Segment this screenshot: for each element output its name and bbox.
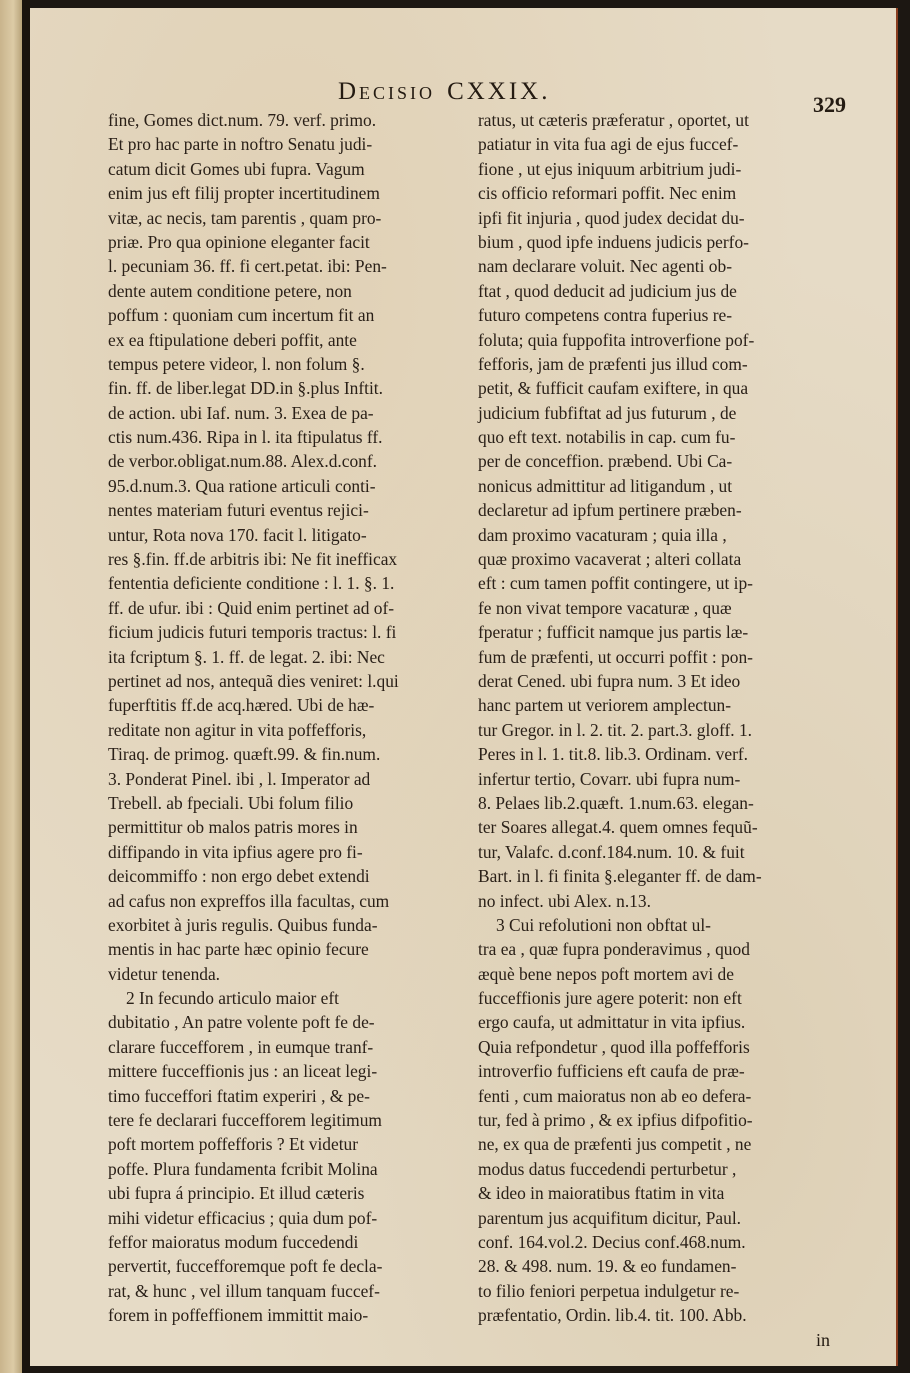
text-line-content: fucceffionis jure agere poterit: non eft: [478, 988, 742, 1009]
text-line-content: dubitatio , An patre volente poft fe de-: [108, 1012, 375, 1033]
text-line-content: nentes materiam futuri eventus rejici-: [108, 500, 369, 521]
text-line: [478, 1108, 838, 1132]
text-line: [478, 1279, 838, 1303]
text-line-content: ad cafus non expreffos illa facultas, cum: [108, 890, 390, 911]
text-line: [108, 937, 468, 961]
text-line: [478, 1303, 838, 1327]
text-line-content: 28. & 498. num. 19. & eo fundamen-: [478, 1256, 737, 1277]
text-line: [108, 206, 468, 230]
text-line-content: reditate non agitur in vita poffefforis,: [108, 719, 367, 740]
text-line-content: Trebell. ab fpeciali. Ubi folum filio: [108, 792, 354, 813]
text-line: [478, 913, 838, 937]
text-line: [478, 474, 838, 498]
text-line: [108, 132, 468, 156]
text-line-content: ne, ex qua de præfenti jus competit , ne: [478, 1134, 752, 1155]
text-line: [108, 571, 468, 595]
text-line: [478, 742, 838, 766]
text-line-content: ratus, ut cæteris præferatur , oportet, ut: [478, 110, 749, 130]
text-line: [108, 1157, 468, 1181]
text-line: [108, 693, 468, 717]
text-line: [478, 303, 838, 327]
text-line-content: conf. 164.vol.2. Decius conf.468.num.: [478, 1231, 746, 1252]
text-line-content: futuro competens contra fuperius re-: [478, 305, 732, 326]
text-line: [478, 1157, 838, 1181]
text-line-content: Bart. in l. fi finita §.eleganter ff. de dam-: [478, 866, 762, 887]
text-line: [108, 1181, 468, 1205]
text-line: [108, 376, 468, 400]
text-line-content: deicommiffo : non ergo debet extendi: [108, 866, 370, 887]
text-line: [108, 1254, 468, 1278]
text-line-content: fum de præfenti, ut occurri poffit : pon-: [478, 646, 753, 667]
text-line-content: pertinet ad nos, antequã dies veniret: l.qui: [108, 670, 399, 691]
text-line: [108, 449, 468, 473]
text-line-content: eft : cum tamen poffit contingere, ut ip-: [478, 573, 753, 594]
text-line: [478, 279, 838, 303]
text-line: [478, 449, 838, 473]
text-line-content: to filio feniori perpetua indulgetur re-: [478, 1280, 740, 1301]
text-line: [108, 328, 468, 352]
text-line-content: ergo caufa, ut admittatur in vita ipfius.: [478, 1012, 746, 1033]
text-line-content: tur, fed à primo , & ex ipfius difpofitio-: [478, 1110, 753, 1131]
text-line: [478, 596, 838, 620]
text-line-content: diffipando in vita ipfius agere pro fi-: [108, 841, 363, 862]
text-line-content: quæ proximo vacaverat ; alteri collata: [478, 549, 742, 570]
text-line-content: petit, & fufficit caufam exiftere, in qua: [478, 378, 749, 399]
text-line-content: res §.fin. ff.de arbitris ibi: Ne fit inefficax: [108, 549, 398, 570]
text-line: [478, 181, 838, 205]
text-line-content: timo fucceffori ftatim experiri , & pe-: [108, 1085, 370, 1106]
text-line: [108, 1010, 468, 1034]
text-line: [478, 1059, 838, 1083]
text-line: [108, 254, 468, 278]
running-head: [338, 78, 550, 106]
text-line-content: tere fe declarari fuccefforem legitimum: [108, 1110, 382, 1131]
text-line-content: ubi fupra á principio. Et illud cæteris: [108, 1183, 365, 1204]
text-line: [108, 1303, 468, 1327]
text-line-content: fefforis, jam de præfenti jus illud com-: [478, 353, 748, 374]
text-line: [108, 1084, 468, 1108]
text-line: [108, 596, 468, 620]
text-line-content: vitæ, ac necis, tam parentis , quam pro-: [108, 207, 382, 228]
text-line-content: ipfi fit injuria , quod judex decidat du-: [478, 207, 745, 228]
text-line: [478, 425, 838, 449]
text-line: [478, 132, 838, 156]
text-line-content: fperatur ; fufficit namque jus partis læ-: [478, 622, 749, 643]
text-line-content: per de conceffion. præbend. Ubi Ca-: [478, 451, 733, 472]
text-line: [108, 1035, 468, 1059]
text-line: [108, 1206, 468, 1230]
text-line: [108, 864, 468, 888]
text-line-content: videtur tenenda.: [108, 963, 221, 984]
text-line-content: nonicus admittitur ad litigandum , ut: [478, 475, 733, 496]
text-line: [108, 840, 468, 864]
text-line: [108, 913, 468, 937]
text-line-content: tempus petere videor, l. non folum §.: [108, 353, 365, 374]
text-line-content: fuperftitis ff.de acq.hæred. Ubi de hæ-: [108, 695, 375, 716]
text-line-content: 95.d.num.3. Qua ratione articuli conti-: [108, 475, 376, 496]
text-line-content: exorbitet à juris regulis. Quibus funda-: [108, 914, 378, 935]
text-line: [478, 693, 838, 717]
text-line-content: æquè bene nepos poft mortem avi de: [478, 963, 734, 984]
text-line-content: judicium fubfiftat ad jus futurum , de: [478, 402, 737, 423]
text-line: [478, 645, 838, 669]
text-line-content: cis officio reformari poffit. Nec enim: [478, 183, 737, 204]
text-line: [108, 523, 468, 547]
text-line: [108, 1059, 468, 1083]
text-line: [108, 620, 468, 644]
text-line: [478, 791, 838, 815]
text-line-content: no infect. ubi Alex. n.13.: [478, 890, 651, 911]
text-line: [108, 815, 468, 839]
right-column: [478, 108, 838, 1352]
text-line: [108, 425, 468, 449]
text-line-content: ita fcriptum §. 1. ff. de legat. 2. ibi: Nec: [108, 646, 385, 667]
text-line-content: fenti , cum maioratus non ab eo defera-: [478, 1085, 752, 1106]
text-line-content: fine, Gomes dict.num. 79. verf. primo.: [108, 110, 377, 130]
text-line: [108, 889, 468, 913]
text-line-content: modus datus fuccedendi perturbetur ,: [478, 1158, 737, 1179]
text-line: [478, 108, 838, 132]
text-line-content: de verbor.obligat.num.88. Alex.d.conf.: [108, 451, 378, 472]
text-line: [108, 181, 468, 205]
text-line: [478, 206, 838, 230]
text-line-content: ftat , quod deducit ad judicium jus de: [478, 280, 737, 301]
text-line: [108, 303, 468, 327]
text-line-content: forem in poffeffionem immittit maio-: [108, 1305, 369, 1326]
text-line-content: 8. Pelaes lib.2.quæft. 1.num.63. elegan-: [478, 792, 754, 813]
text-line-content: priæ. Pro qua opinione eleganter facit: [108, 231, 370, 252]
text-line-content: mihi videtur efficacius ; quia dum pof-: [108, 1207, 378, 1228]
running-head-title: Decisio: [338, 78, 436, 105]
text-line: [478, 230, 838, 254]
text-line: [478, 401, 838, 425]
text-line-content: ex ea ftipulatione deberi poffit, ante: [108, 329, 357, 350]
text-line-content: tur, Valafc. d.conf.184.num. 10. & fuit: [478, 841, 745, 862]
page-number: 329: [813, 92, 846, 117]
text-line-content: dente autem conditione petere, non: [108, 280, 352, 301]
text-line-content: præfentatio, Ordin. lib.4. tit. 100. Abb.: [478, 1305, 747, 1326]
text-line-content: de action. ubi Iaf. num. 3. Exea de pa-: [108, 402, 374, 423]
text-line: [108, 1132, 468, 1156]
text-line-content: fione , ut ejus iniquum arbitrium judi-: [478, 158, 742, 179]
text-line-content: foluta; quia fuppofita introverfione pof-: [478, 329, 755, 350]
text-line-content: feffor maioratus modum fuccedendi: [108, 1231, 359, 1252]
text-line-content: permittitur ob malos patris mores in: [108, 817, 358, 838]
text-line: [478, 254, 838, 278]
text-line: [108, 1279, 468, 1303]
text-line-content: nam declarare voluit. Nec agenti ob-: [478, 256, 732, 277]
text-line: [108, 108, 468, 132]
text-line-content: fin. ff. de liber.legat DD.in §.plus Inftit.: [108, 378, 383, 399]
text-line: [108, 1230, 468, 1254]
text-line: [108, 742, 468, 766]
text-line: [478, 864, 838, 888]
text-line: [108, 279, 468, 303]
text-line-content: untur, Rota nova 170. facit l. litigato-: [108, 524, 367, 545]
text-line-content: introverfio fufficiens eft caufa de præ-: [478, 1061, 745, 1082]
text-line-content: poft mortem poffefforis ? Et videtur: [108, 1134, 359, 1155]
text-line-content: patiatur in vita fua agi de ejus fuccef-: [478, 134, 739, 155]
text-line: [108, 498, 468, 522]
text-line: [478, 328, 838, 352]
text-line: [108, 718, 468, 742]
text-line: [108, 474, 468, 498]
text-line-content: & ideo in maioratibus ftatim in vita: [478, 1183, 725, 1204]
text-line: [108, 547, 468, 571]
text-line: [478, 937, 838, 961]
text-line-content: ter Soares allegat.4. quem omnes fequũ-: [478, 817, 758, 838]
text-line: [478, 1181, 838, 1205]
text-line-content: poffe. Plura fundamenta fcribit Molina: [108, 1158, 378, 1179]
text-line-content: derat Cened. ubi fupra num. 3 Et ideo: [478, 670, 741, 691]
text-line: [478, 547, 838, 571]
text-line-content: catum dicit Gomes ubi fupra. Vagum: [108, 158, 365, 179]
text-line-content: 3 Cui refolutioni non obftat ul-: [496, 914, 711, 935]
text-line-content: quo eft text. notabilis in cap. cum fu-: [478, 427, 736, 448]
text-line: [108, 645, 468, 669]
left-column: [108, 108, 468, 1328]
text-line: [478, 1010, 838, 1034]
text-line-content: mittere fucceffionis jus : an liceat legi-: [108, 1061, 378, 1082]
text-line: [108, 157, 468, 181]
text-line-content: mentis in hac parte hæc opinio fecure: [108, 939, 369, 960]
text-line: [478, 767, 838, 791]
text-line: [478, 1132, 838, 1156]
text-line-content: fententia deficiente conditione : l. 1. §. 1.: [108, 573, 395, 594]
text-line: [478, 376, 838, 400]
catchword: in: [815, 1329, 830, 1350]
text-line: [108, 230, 468, 254]
decision-number: CXXIX.: [447, 78, 551, 105]
text-line: [108, 791, 468, 815]
text-line-content: rat, & hunc , vel illum tanquam fuccef-: [108, 1280, 380, 1301]
text-line: [108, 767, 468, 791]
text-line: [478, 620, 838, 644]
text-line-content: ctis num.436. Ripa in l. ita ftipulatus ff.: [108, 427, 383, 448]
text-line-content: ff. de ufur. ibi : Quid enim pertinet ad of-: [108, 597, 395, 618]
text-line-content: Quia refpondetur , quod illa poffefforis: [478, 1036, 750, 1057]
text-line: [108, 1108, 468, 1132]
text-line-content: clarare fuccefforem , in eumque tranf-: [108, 1036, 374, 1057]
facing-page-edge: [0, 0, 22, 1373]
text-line: [108, 352, 468, 376]
text-line: [478, 962, 838, 986]
text-line: [478, 1084, 838, 1108]
text-line-content: Tiraq. de primog. quæft.99. & fin.num.: [108, 744, 381, 765]
text-line-content: tra ea , quæ fupra ponderavimus , quod: [478, 939, 750, 960]
text-line: [108, 986, 468, 1010]
text-line-content: dam proximo vacaturam ; quia illa ,: [478, 524, 727, 545]
text-line-content: fe non vivat tempore vacaturæ , quæ: [478, 597, 732, 618]
text-line-content: 2 In fecundo articulo maior eft: [126, 988, 339, 1009]
text-line: [478, 523, 838, 547]
text-line: [478, 986, 838, 1010]
text-line: [478, 669, 838, 693]
text-line-content: ficium judicis futuri temporis tractus: l. fi: [108, 622, 397, 643]
text-line-content: Peres in l. 1. tit.8. lib.3. Ordinam. verf.: [478, 744, 748, 765]
book-gutter: [22, 0, 30, 1373]
text-line: [108, 401, 468, 425]
text-line: [478, 718, 838, 742]
text-line-content: hanc partem ut veriorem amplectun-: [478, 695, 732, 716]
text-line-content: 3. Ponderat Pinel. ibi , l. Imperator ad: [108, 768, 371, 789]
text-line-content: l. pecuniam 36. ff. fi cert.petat. ibi: Pen-: [108, 256, 387, 277]
text-line-content: infertur tertio, Covarr. ubi fupra num-: [478, 768, 741, 789]
text-line: [108, 962, 468, 986]
text-line-content: enim jus eft filij propter incertitudinem: [108, 183, 380, 204]
text-line-content: poffum : quoniam cum incertum fit an: [108, 305, 375, 326]
text-line: [478, 840, 838, 864]
text-line-content: Et pro hac parte in noftro Senatu judi-: [108, 134, 373, 155]
text-line: [108, 669, 468, 693]
text-line-content: declaretur ad ipfum pertinere præben-: [478, 500, 742, 521]
text-line: [478, 157, 838, 181]
text-line-content: bium , quod ipfe induens judicis perfo-: [478, 231, 749, 252]
text-line: [478, 1230, 838, 1254]
text-line: [478, 889, 838, 913]
text-line-content: pervertit, fuccefforemque poft fe decla-: [108, 1256, 383, 1277]
text-line: [478, 498, 838, 522]
text-line: [478, 1206, 838, 1230]
text-line: [478, 1035, 838, 1059]
text-line-content: tur Gregor. in l. 2. tit. 2. part.3. gloff. 1.: [478, 719, 753, 740]
text-line-content: parentum jus acquifitum dicitur, Paul.: [478, 1207, 742, 1228]
text-line: [478, 815, 838, 839]
text-line: [478, 352, 838, 376]
text-line: [478, 571, 838, 595]
text-line: [478, 1254, 838, 1278]
